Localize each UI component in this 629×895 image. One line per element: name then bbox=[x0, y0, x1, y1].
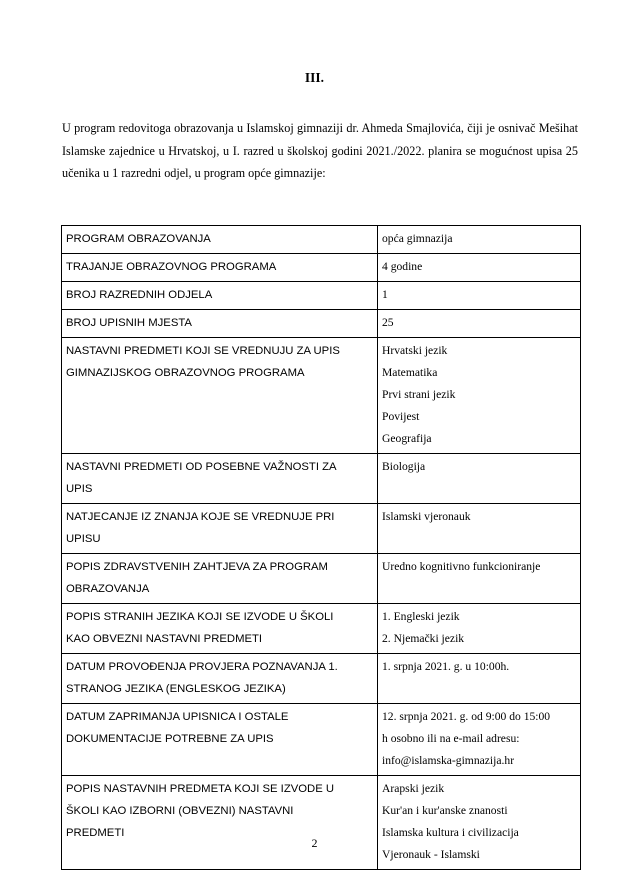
row-label-line: UPIS bbox=[66, 483, 93, 495]
row-label-line: NASTAVNI PREDMETI OD POSEBNE VAŽNOSTI ZA bbox=[66, 461, 337, 473]
row-label-line: POPIS STRANIH JEZIKA KOJI SE IZVODE U ŠKOLI bbox=[66, 611, 334, 623]
program-table bbox=[61, 225, 581, 870]
row-value-cell bbox=[378, 254, 581, 282]
row-label-line: UPISU bbox=[66, 533, 101, 545]
row-value-cell bbox=[378, 604, 581, 654]
row-label-line: KAO OBVEZNI NASTAVNI PREDMETI bbox=[66, 633, 263, 645]
row-value-line: Biologija bbox=[382, 460, 426, 473]
row-label-cell bbox=[62, 310, 378, 338]
row-label-line: BROJ RAZREDNIH ODJELA bbox=[66, 289, 213, 301]
section-heading: III. bbox=[304, 70, 325, 85]
row-value-line: Islamska kultura i civilizacija bbox=[382, 826, 519, 839]
row-value-cell bbox=[378, 654, 581, 704]
row-label-line: TRAJANJE OBRAZOVNOG PROGRAMA bbox=[66, 261, 277, 273]
table-row bbox=[62, 604, 581, 654]
row-label-cell bbox=[62, 338, 378, 454]
row-label-line: BROJ UPISNIH MJESTA bbox=[66, 317, 192, 329]
program-table-body bbox=[62, 226, 581, 870]
row-label-cell bbox=[62, 226, 378, 254]
row-value-line: Prvi strani jezik bbox=[382, 388, 456, 401]
intro-paragraph: U program redovitoga obrazovanja u Islamskoj gimnaziji dr. Ahmeda Smajlovića, čiji je osnivač Mešihat Islamske zajednice u Hrvatskoj, u I. razred u školskoj godini 2021./2022. planira se mogućnost upisa 25 učenika u 1 razredni odjel, u program opće gimnazije: bbox=[62, 121, 578, 180]
row-label-line: NASTAVNI PREDMETI KOJI SE VREDNUJU ZA UPIS bbox=[66, 345, 340, 357]
row-label-line: DATUM ZAPRIMANJA UPISNICA I OSTALE bbox=[66, 711, 289, 723]
row-label-cell bbox=[62, 704, 378, 776]
page-number: 2 bbox=[311, 836, 318, 850]
row-label-cell bbox=[62, 254, 378, 282]
row-label-line: ŠKOLI KAO IZBORNI (OBVEZNI) NASTAVNI bbox=[66, 805, 294, 817]
table-row bbox=[62, 554, 581, 604]
row-value-line: Geografija bbox=[382, 432, 432, 445]
row-value-line: 2. Njemački jezik bbox=[382, 632, 465, 645]
row-value-line: Arapski jezik bbox=[382, 782, 445, 795]
row-value-line: 4 godine bbox=[382, 260, 423, 273]
row-label-line: GIMNAZIJSKOG OBRAZOVNOG PROGRAMA bbox=[66, 367, 305, 379]
row-label-line: OBRAZOVANJA bbox=[66, 583, 150, 595]
row-label-line: PROGRAM OBRAZOVANJA bbox=[66, 233, 211, 245]
row-value-cell bbox=[378, 454, 581, 504]
row-label-line: POPIS NASTAVNIH PREDMETA KOJI SE IZVODE U bbox=[66, 783, 335, 795]
row-value-line: Kur'an i kur'anske znanosti bbox=[382, 804, 508, 817]
row-label-cell bbox=[62, 454, 378, 504]
row-value-cell bbox=[378, 704, 581, 776]
row-label-cell bbox=[62, 554, 378, 604]
table-row bbox=[62, 338, 581, 454]
row-value-line: Vjeronauk - Islamski bbox=[382, 848, 480, 861]
row-value-cell bbox=[378, 776, 581, 870]
row-label-line: PREDMETI bbox=[66, 827, 125, 839]
row-label-line: NATJECANJE IZ ZNANJA KOJE SE VREDNUJE PRI bbox=[66, 511, 335, 523]
row-value-line: Hrvatski jezik bbox=[382, 344, 448, 357]
row-value-cell bbox=[378, 504, 581, 554]
table-row bbox=[62, 310, 581, 338]
row-label-line: STRANOG JEZIKA (ENGLESKOG JEZIKA) bbox=[66, 683, 286, 695]
row-value-line: Islamski vjeronauk bbox=[382, 510, 471, 523]
row-value-line: 1. srpnja 2021. g. u 10:00h. bbox=[382, 660, 510, 673]
row-value-line: Povijest bbox=[382, 410, 420, 423]
row-label-line: DOKUMENTACIJE POTREBNE ZA UPIS bbox=[66, 733, 274, 745]
table-row bbox=[62, 776, 581, 870]
row-value-line: 12. srpnja 2021. g. od 9:00 do 15:00 bbox=[382, 710, 551, 723]
row-value-cell bbox=[378, 554, 581, 604]
table-row bbox=[62, 226, 581, 254]
row-value-cell bbox=[378, 310, 581, 338]
row-value-line: opća gimnazija bbox=[382, 232, 453, 245]
row-value-line: 1. Engleski jezik bbox=[382, 610, 460, 623]
table-row bbox=[62, 254, 581, 282]
row-value-line: info@islamska-gimnazija.hr bbox=[382, 754, 515, 767]
row-label-cell bbox=[62, 776, 378, 870]
row-value-line: h osobno ili na e-mail adresu: bbox=[382, 732, 520, 745]
table-row bbox=[62, 454, 581, 504]
row-value-cell bbox=[378, 226, 581, 254]
table-row bbox=[62, 654, 581, 704]
row-value-cell bbox=[378, 338, 581, 454]
row-value-cell bbox=[378, 282, 581, 310]
row-label-line: POPIS ZDRAVSTVENIH ZAHTJEVA ZA PROGRAM bbox=[66, 561, 328, 573]
table-row bbox=[62, 282, 581, 310]
row-value-line: Uredno kognitivno funkcioniranje bbox=[382, 560, 541, 573]
row-value-line: 1 bbox=[382, 288, 388, 301]
row-value-line: 25 bbox=[382, 316, 394, 329]
row-label-cell bbox=[62, 604, 378, 654]
row-label-cell bbox=[62, 654, 378, 704]
row-label-cell bbox=[62, 282, 378, 310]
row-label-cell bbox=[62, 504, 378, 554]
table-row bbox=[62, 704, 581, 776]
row-value-line: Matematika bbox=[382, 366, 438, 379]
table-row bbox=[62, 504, 581, 554]
row-label-line: DATUM PROVOĐENJA PROVJERA POZNAVANJA 1. bbox=[66, 661, 338, 673]
